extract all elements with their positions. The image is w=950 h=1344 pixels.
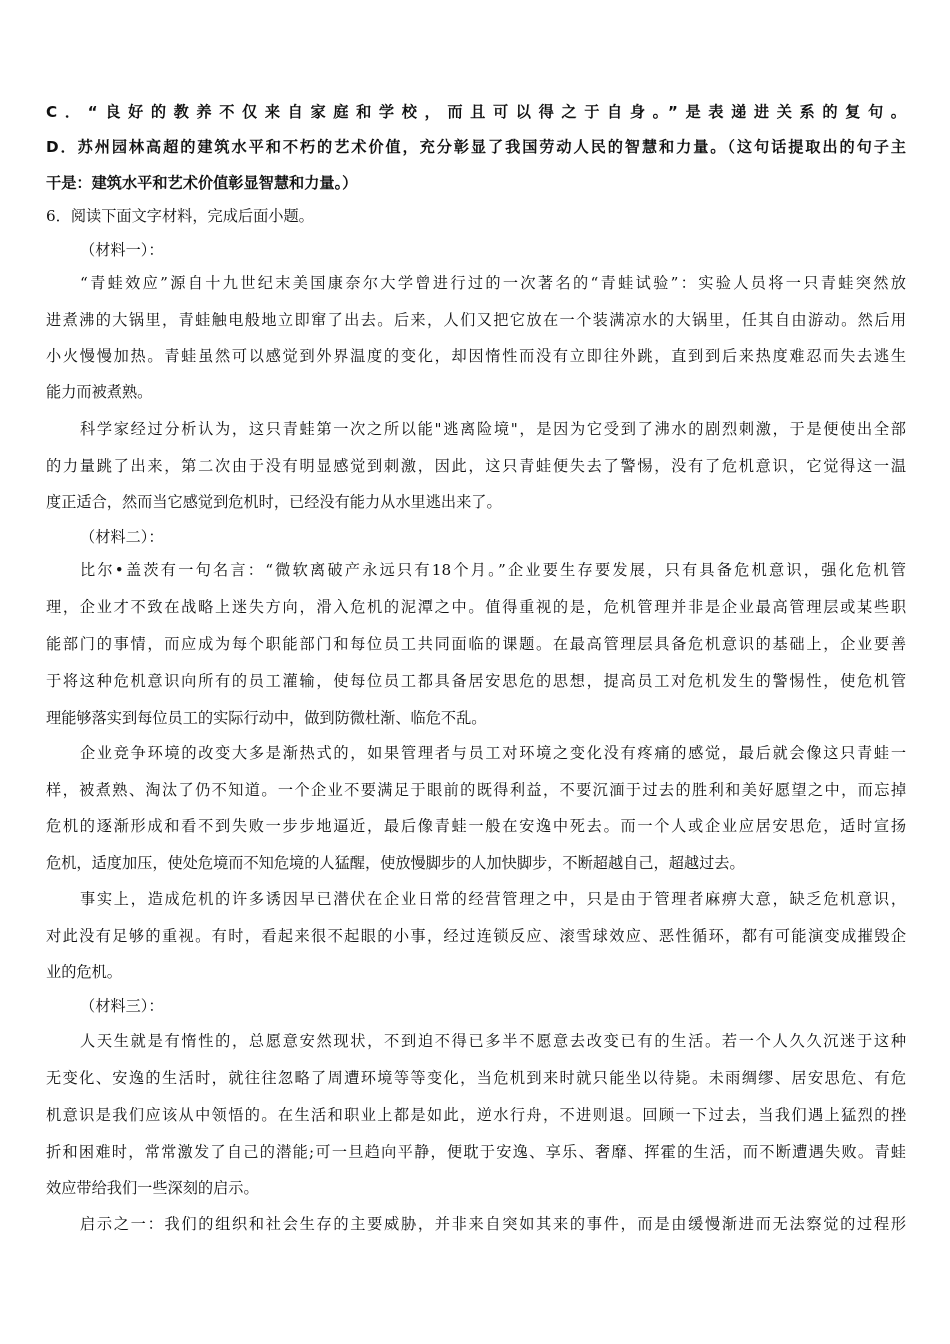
material1-p2-line: 的力量跳了出来，第二次由于没有明显感觉到刺激，因此，这只青蛙便失去了警惕，没有了危机意识，它觉得这一温 [46,457,906,475]
material1-heading: （材料一）： [80,241,164,259]
material2-p1-line: 理，企业才不致在战略上迷失方向，滑入危机的泥潭之中。值得重视的是，危机管理并非是企业最高管理层或某些职 [46,598,906,616]
material1-p1-line: “青蛙效应”源自十九世纪末美国康奈尔大学曾进行过的一次著名的“青蛙试验”：实验人员将一只青蛙突然放 [80,274,906,292]
material2-p2-line: 企业竞争环境的改变大多是渐热式的，如果管理者与员工对环境之变化没有疼痛的感觉，最后就会像这只青蛙一 [80,744,906,762]
material2-p1-line: 于将这种危机意识向所有的员工灌输，使每位员工都具备居安思危的思想，提高员工对危机发生的警惕性，使危机管 [46,672,906,690]
material2-p3-line: 事实上，造成危机的许多诱因早已潜伏在企业日常的经营管理之中，只是由于管理者麻痹大意，缺乏危机意识， [80,890,906,908]
material2-p3-line: 对此没有足够的重视。有时，看起来很不起眼的小事，经过连锁反应、滚雪球效应、恶性循环，都有可能演变成摧毁企 [46,927,906,945]
material1-p1-line: 进煮沸的大锅里，青蛙触电般地立即窜了出去。后来，人们又把它放在一个装满凉水的大锅里，任其自由游动。然后用 [46,311,906,329]
material3-p1-line: 人天生就是有惰性的，总愿意安然现状，不到迫不得已多半不愿意去改变已有的生活。若一个人久久沉迷于这种 [80,1032,906,1050]
material3-p2-line: 启示之一：我们的组织和社会生存的主要威胁，并非来自突如其来的事件，而是由缓慢渐进而无法察觉的过程形 [80,1215,906,1233]
question-stem: 6．阅读下面文字材料，完成后面小题。 [46,207,314,225]
material2-heading: （材料二）： [80,528,164,546]
material2-p1-line: 能部门的事情，而应成为每个职能部门和每位员工共同面临的课题。在最高管理层具备危机意识的基础上，企业要善 [46,635,906,653]
material2-p2-line: 样，被煮熟、淘汰了仍不知道。一个企业不要满足于眼前的既得利益，不要沉湎于过去的胜利和美好愿望之中，而忘掉 [46,781,906,799]
material3-p1-line: 折和困难时，常常激发了自己的潜能;可一旦趋向平静，便耽于安逸、享乐、奢靡、挥霍的生活，而不断遭遇失败。青蛙 [46,1143,906,1161]
option-d-line-1: D．苏州园林高超的建筑水平和不朽的艺术价值，充分彰显了我国劳动人民的智慧和力量。（这句话提取出的句子主 [46,138,906,156]
material3-p1-line: 机意识是我们应该从中领悟的。在生活和职业上都是如此，逆水行舟，不进则退。回顾一下过去，当我们遇上猛烈的挫 [46,1106,906,1124]
material2-p1-line: 比尔•盖茨有一句名言：“微软离破产永远只有18个月。”企业要生存要发展，只有具备危机意识，强化危机管 [80,561,906,579]
material3-heading: （材料三）： [80,997,164,1015]
option-c: C．“良好的教养不仅来自家庭和学校，而且可以得之于自身。”是表递进关系的复句。 [46,103,906,121]
material1-p2-line: 科学家经过分析认为，这只青蛙第一次之所以能"逃离险境"，是因为它受到了沸水的剧烈刺激，于是便使出全部 [80,420,906,438]
option-d-line-2: 干是：建筑水平和艺术价值彰显智慧和力量。） [46,174,358,192]
material2-p3-line: 业的危机。 [46,963,122,981]
material2-p2-line: 危机，适度加压，使处危境而不知危境的人猛醒，使放慢脚步的人加快脚步，不断超越自己，超越过去。 [46,854,745,872]
material2-p1-line: 理能够落实到每位员工的实际行动中，做到防微杜渐、临危不乱。 [46,709,487,727]
material1-p2-line: 度正适合，然而当它感觉到危机时，已经没有能力从水里逃出来了。 [46,493,502,511]
material1-p1-line: 小火慢慢加热。青蛙虽然可以感觉到外界温度的变化，却因惰性而没有立即往外跳，直到到后来热度难忍而失去逃生 [46,347,906,365]
material3-p1-line: 无变化、安逸的生活时，就往往忽略了周遭环境等等变化，当危机到来时就只能坐以待毙。未雨绸缪、居安思危、有危 [46,1069,906,1087]
material3-p1-line: 效应带给我们一些深刻的启示。 [46,1179,259,1197]
material2-p2-line: 危机的逐渐形成和看不到失败一步步地逼近，最后像青蛙一般在安逸中死去。而一个人或企业应居安思危，适时宣扬 [46,817,906,835]
material1-p1-line: 能力而被煮熟。 [46,383,153,401]
